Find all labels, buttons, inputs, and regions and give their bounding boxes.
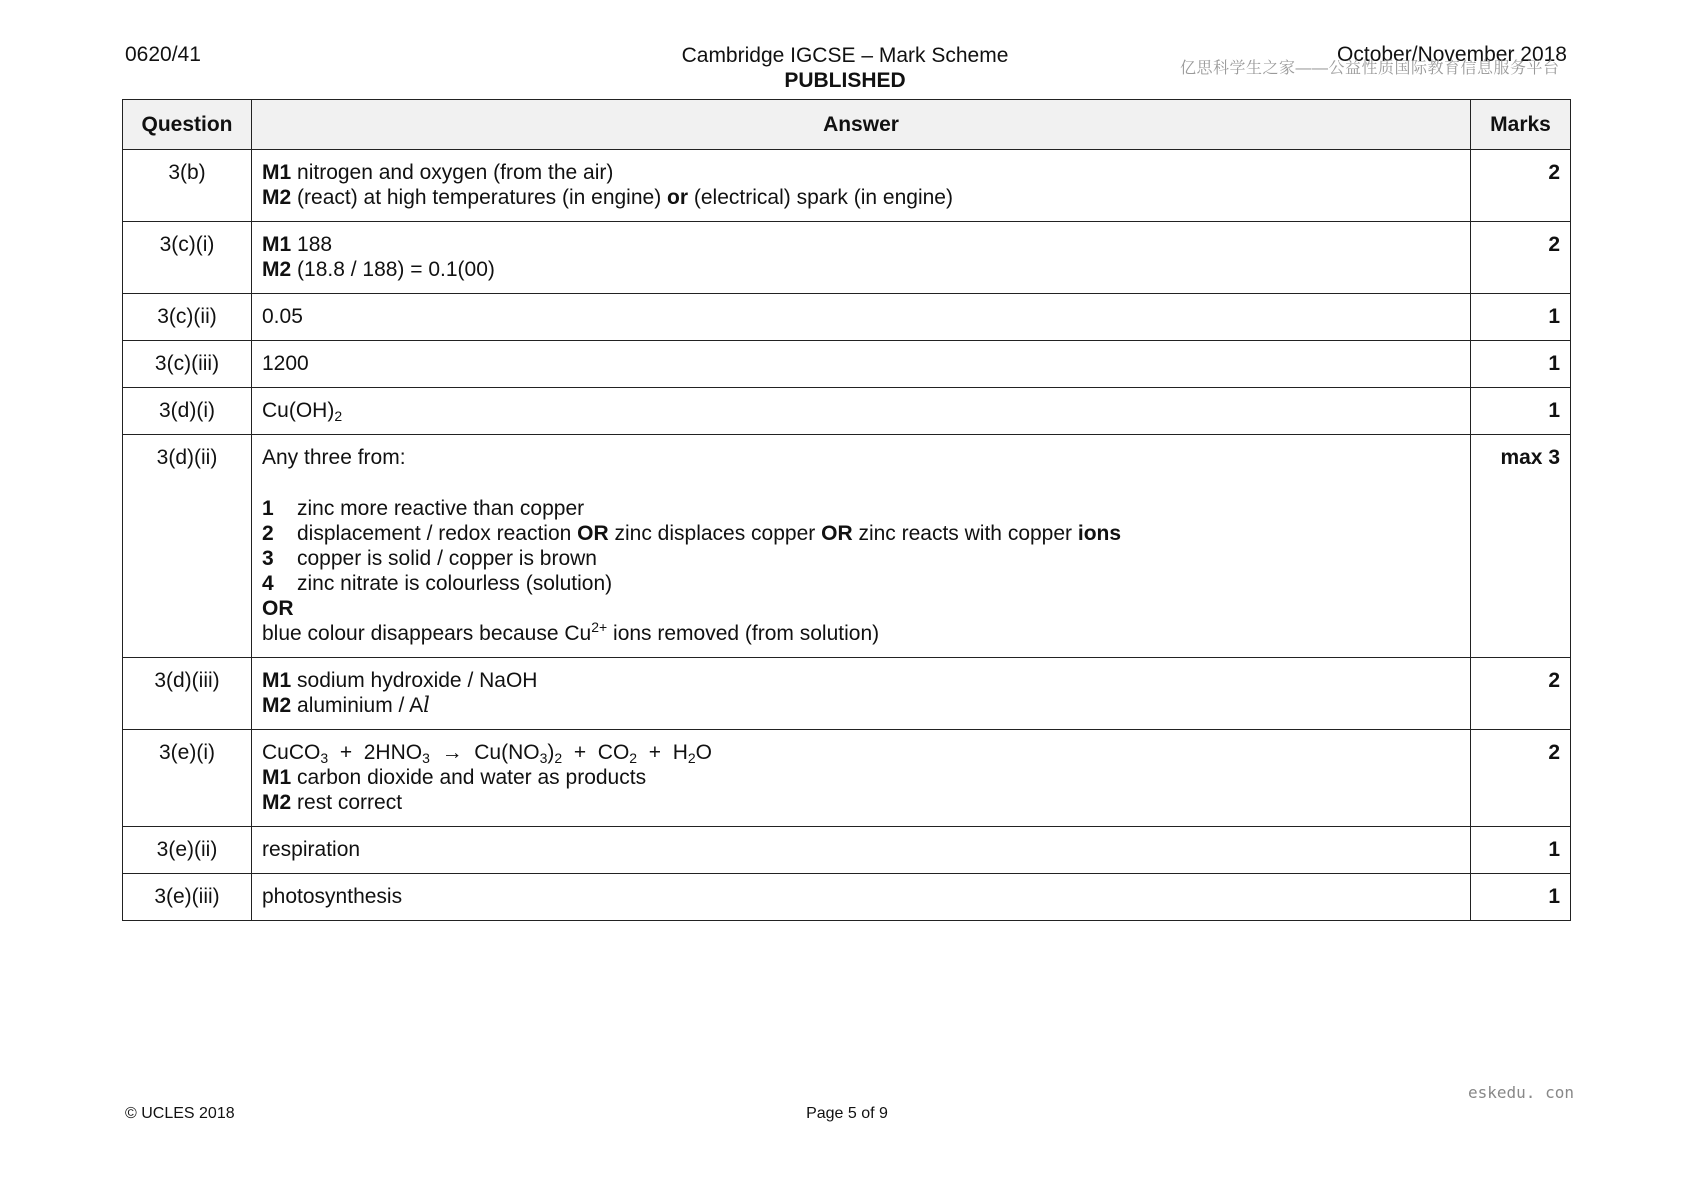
point-text: blue colour disappears because Cu: [262, 622, 592, 645]
mark-label: M1: [262, 233, 292, 256]
subscript: 2: [687, 750, 696, 766]
mark-label: M2: [262, 258, 292, 281]
marks-cell: 2: [1471, 222, 1571, 294]
marks-cell: 1: [1471, 827, 1571, 874]
marks-cell: 1: [1471, 874, 1571, 921]
mark-label: M2: [262, 791, 292, 814]
mark-label: M2: [262, 186, 292, 209]
formula-text: Cu(OH): [262, 399, 335, 422]
marks-cell: 1: [1471, 341, 1571, 388]
answer-text: (18.8 / 188) = 0.1(00): [291, 258, 495, 281]
copyright-notice: © UCLES 2018: [125, 1105, 235, 1122]
answer-text: nitrogen and oxygen (from the air): [291, 161, 614, 184]
answer-cell: 0.05: [252, 294, 1471, 341]
table-row: [123, 874, 1571, 921]
paper-code: 0620/41: [125, 43, 201, 66]
answer-cell: 1200: [252, 341, 1471, 388]
emphasis-keyword: ions: [1077, 522, 1122, 545]
table-row: [123, 222, 1571, 294]
answer-text: carbon dioxide and water as products: [291, 766, 647, 789]
answer-line: [262, 160, 1460, 185]
or-keyword: OR: [821, 522, 853, 545]
answer-line: [262, 790, 1460, 815]
equation-part: → Cu(NO: [429, 741, 540, 764]
question-number: 3(d)(iii): [123, 658, 252, 730]
equation-part: ): [547, 741, 555, 764]
marks-cell: 2: [1471, 150, 1571, 222]
mark-label: M1: [262, 766, 292, 789]
question-number: 3(e)(ii): [123, 827, 252, 874]
equation-part: + H: [637, 741, 688, 764]
point-line: [262, 546, 1460, 571]
answer-text: sodium hydroxide / NaOH: [291, 669, 538, 692]
marks-cell: 1: [1471, 388, 1571, 435]
question-number: 3(e)(i): [123, 730, 252, 827]
point-number: 4: [262, 572, 274, 595]
point-text: zinc displaces copper: [608, 522, 822, 545]
mark-label: M2: [262, 694, 292, 717]
equation-part: CuCO: [262, 741, 321, 764]
point-text: displacement / redox reaction: [297, 522, 578, 545]
mark-scheme-table: [122, 99, 1571, 921]
alternative-line: [262, 621, 1460, 646]
mark-label: M1: [262, 669, 292, 692]
column-header-question: Question: [123, 100, 252, 150]
or-keyword: or: [667, 186, 689, 209]
equation-part: + CO: [562, 741, 630, 764]
question-number: 3(e)(iii): [123, 874, 252, 921]
subscript: 3: [539, 750, 548, 766]
point-number: 3: [262, 547, 274, 570]
subscript: 3: [320, 750, 329, 766]
page-number: Page 5 of 9: [806, 1105, 888, 1122]
table-row: [123, 658, 1571, 730]
table-row: [123, 827, 1571, 874]
answer-line: [262, 257, 1460, 282]
answer-text: aluminium / A: [291, 694, 424, 717]
equation-part: O: [695, 741, 713, 764]
answer-text: 188: [291, 233, 333, 256]
superscript: 2+: [591, 619, 608, 635]
mark-label: M1: [262, 161, 292, 184]
table-row: [123, 435, 1571, 658]
table-header-row: [123, 100, 1571, 150]
subscript: 2: [334, 408, 343, 424]
marks-cell: 2: [1471, 658, 1571, 730]
point-number: 2: [262, 522, 274, 545]
answer-cell: [252, 730, 1471, 827]
chemical-equation: [262, 740, 1460, 765]
point-line: [262, 496, 1460, 521]
point-text: ions removed (from solution): [607, 622, 880, 645]
answer-cell: [252, 435, 1471, 658]
question-number: 3(d)(ii): [123, 435, 252, 658]
answer-cell: [252, 658, 1471, 730]
or-keyword: OR: [262, 597, 294, 620]
marks-cell: 1: [1471, 294, 1571, 341]
question-number: 3(d)(i): [123, 388, 252, 435]
marks-cell: 2: [1471, 730, 1571, 827]
table-row: [123, 388, 1571, 435]
table-row: [123, 150, 1571, 222]
answer-cell: [252, 388, 1471, 435]
table-row: [123, 730, 1571, 827]
point-text: zinc more reactive than copper: [297, 497, 585, 520]
document-title: Cambridge IGCSE – Mark Scheme: [681, 44, 1009, 67]
point-text: copper is solid / copper is brown: [297, 547, 597, 570]
answer-line: [262, 765, 1460, 790]
question-number: 3(b): [123, 150, 252, 222]
point-text: zinc reacts with copper: [852, 522, 1078, 545]
question-number: 3(c)(iii): [123, 341, 252, 388]
watermark-text: 亿思科学生之家——公益性质国际教育信息服务平台: [1180, 60, 1560, 77]
document-title-block: [570, 43, 1120, 93]
website-watermark: eskedu. con: [1468, 1083, 1574, 1102]
subscript: 2: [554, 750, 563, 766]
answer-cell: [252, 222, 1471, 294]
exam-session: October/November 2018: [1337, 43, 1567, 66]
question-number: 3(c)(ii): [123, 294, 252, 341]
point-line: [262, 521, 1460, 546]
answer-line: [262, 693, 1460, 718]
answer-line: [262, 668, 1460, 693]
answer-text: rest correct: [291, 791, 403, 814]
marks-cell: max 3: [1471, 435, 1571, 658]
answer-text: (electrical) spark (in engine): [688, 186, 953, 209]
answer-text: (react) at high temperatures (in engine): [291, 186, 668, 209]
answer-cell: respiration: [252, 827, 1471, 874]
element-symbol: l: [423, 693, 430, 717]
published-label: PUBLISHED: [784, 69, 906, 92]
subscript: 3: [422, 750, 430, 766]
column-header-answer: Answer: [252, 100, 1471, 150]
answer-cell: [252, 150, 1471, 222]
point-text: zinc nitrate is colourless (solution): [297, 572, 613, 595]
question-number: 3(c)(i): [123, 222, 252, 294]
equation-part: + 2HNO: [328, 741, 423, 764]
point-number: 1: [262, 497, 274, 520]
answer-line: [262, 232, 1460, 257]
answer-line: [262, 185, 1460, 210]
table-row: [123, 294, 1571, 341]
answer-cell: photosynthesis: [252, 874, 1471, 921]
point-line: [262, 571, 1460, 596]
answer-intro: Any three from:: [262, 446, 406, 469]
subscript: 2: [629, 750, 638, 766]
column-header-marks: Marks: [1471, 100, 1571, 150]
table-row: [123, 341, 1571, 388]
or-keyword: OR: [577, 522, 609, 545]
